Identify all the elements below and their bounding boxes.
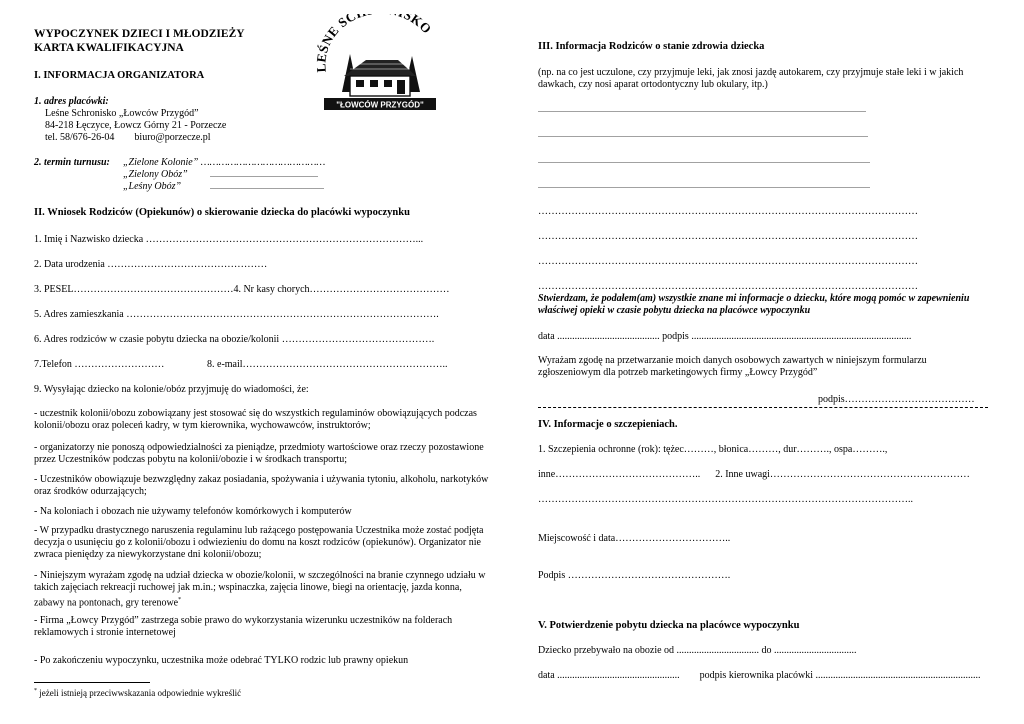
rule-consent-footnote-mark: *: [178, 597, 182, 603]
rule-phones: - Na koloniach i obozach nie używamy telefonów komórkowych i komputerów: [34, 506, 352, 517]
vaccination-line-3: …………………………………………………………………………………………………..: [538, 494, 913, 505]
health-line-8: ……………………………………………………………………………………………………: [538, 281, 918, 292]
section-vaccination-heading: IV. Informacje o szczepieniach.: [538, 419, 678, 430]
rule-consent-activities-text: - Niniejszym wyrażam zgodę na udział dziecka w obozie/kolonii, w szczególności na branie czynnego udziału w takich zajęciach rekreacji ruchowej jak m.in.; wspinaczka, zajęcia linowe, biegi na orientację, jazda konna, zabawy na pontonach, gry terenowe: [34, 570, 486, 609]
footnote: [34, 685, 241, 699]
rule-image-rights: - Firma „Łowcy Przygód” zastrzega sobie prawo do wykorzystania wizerunku uczestników na folderach reklamowych i stronie internetowej: [34, 615, 453, 638]
health-date-signature: data ......................................... podpis ........................................................................................: [538, 331, 912, 342]
section-health-heading: III. Informacja Rodziców o stanie zdrowia dziecka: [538, 41, 765, 52]
address-line-2: 84-218 Łęczyce, Łowcz Górny 21 - Porzecze: [45, 120, 227, 131]
section-organizer-heading: I. INFORMACJA ORGANIZATORA: [34, 70, 205, 81]
child-name-field: 1. Imię i Nazwisko dziecka ………………………………………………………………………...: [34, 234, 424, 245]
term-option-2: „Zielony Obóz”: [123, 169, 188, 180]
footnote-mark: *: [34, 688, 37, 694]
stay-dates-field: Dziecko przebywało na obozie od ................................. do .................................: [538, 645, 857, 656]
acknowledgement-intro: 9. Wysyłając dziecko na kolonie/obóz przyjmuję do wiadomości, że:: [34, 384, 309, 395]
vaccination-line-2: inne…………………………………….. 2. Inne uwagi……………………………………………………: [538, 469, 970, 480]
footnote-text: jeżeli istnieją przeciwwskazania odpowiednie wykreślić: [37, 688, 242, 698]
stay-signature-field: data ................................................. podpis kierownika placówki ..................................................................: [538, 670, 981, 681]
rule-substances: - Uczestników obowiązuje bezwzględny zakaz posiadania, spożywania i używania tytoniu, alkoholu, narkotyków oraz środków odurzających;: [34, 474, 489, 497]
term-option-3: „Leśny Obóz”: [123, 181, 182, 192]
rule-consent-activities: [34, 570, 494, 609]
health-line-3: ......................................................................................................................................................................: [538, 156, 870, 165]
footnote-rule: [34, 682, 150, 683]
form-title-line2: KARTA KWALIFIKACYJNA: [34, 42, 184, 54]
health-description: (np. na co jest uczulone, czy przyjmuje leki, jak znosi jazdę autokarem, czy przyjmuje stałe leki i w jakich dawkach, czy nosi aparat ortodontyczny lub okulary, itp.): [538, 67, 964, 90]
birth-date-field: 2. Data urodzenia …………………………………………: [34, 259, 268, 270]
consent-signature: podpis…………………………………: [818, 394, 975, 405]
address-line-3: tel. 58/676-26-04 biuro@porzecze.pl: [45, 132, 211, 143]
form-title-line1: WYPOCZYNEK DZIECI I MŁODZIEŻY: [34, 28, 245, 40]
company-logo: [314, 14, 444, 114]
address-line-1: Leśne Schronisko „Łowców Przygód”: [45, 108, 199, 119]
health-line-2: .....................................................................................................................................................................: [538, 130, 868, 139]
health-line-6: ……………………………………………………………………………………………………: [538, 231, 918, 242]
vaccination-line-1: 1. Szczepienia ochronne (rok): tężec………, błonica………, dur………., ospa……….,: [538, 444, 888, 455]
rule-regulations: - uczestnik kolonii/obozu zobowiązany jest stosować się do wszystkich regulaminów obowiązujących podczas kolonii/obozu oraz poleceń kadry, w tym kierownika, wychowawców, instruktorów;: [34, 408, 477, 431]
rule-liability: - organizatorzy nie ponoszą odpowiedzialności za pieniądze, przedmioty wartościowe oraz rzeczy pozostawione przez Uczestników podczas pobytu na kolonii/obozie i w środkach transportu;: [34, 442, 484, 465]
email-field: 8. e-mail……………………………………………………..: [207, 359, 448, 370]
health-line-4: ......................................................................................................................................................................: [538, 181, 870, 190]
home-address-field: 5. Adres zamieszkania ………………………………………………………………………………….: [34, 309, 439, 320]
logo-banner-text: "ŁOWCÓW PRZYGÓD": [336, 100, 424, 110]
house-roof: [344, 60, 416, 76]
rule-pickup: - Po zakończeniu wypoczynku, uczestnika może odebrać TYLKO rodzic lub prawny opiekun: [34, 655, 409, 666]
section-stay-heading: V. Potwierdzenie pobytu dziecka na placówce wypoczynku: [538, 620, 800, 631]
parents-address-field: 6. Adres rodziców w czasie pobytu dziecka na obozie/kolonii ……………………………………….: [34, 334, 435, 345]
health-line-5: ……………………………………………………………………………………………………: [538, 206, 918, 217]
house-door: [397, 80, 405, 94]
address-label: 1. adres placówki:: [34, 96, 109, 107]
rule-expulsion: - W przypadku drastycznego naruszenia regulaminu lub rażącego postępowania Uczestnika może zostać podjęta decyzja o usunięciu go z kolonii/obozu i odwiezieniu do domu na koszt rodziców (opiekunów). Organizator nie zwraca pieniędzy za niewykorzystane dni kolonii/obozu;: [34, 525, 484, 560]
health-line-7: ……………………………………………………………………………………………………: [538, 256, 918, 267]
term-option-2-dots: ......................................................: [210, 170, 318, 179]
logo-arc-text: LEŚNE SC SKO: [314, 14, 435, 73]
section-request-heading: II. Wniosek Rodziców (Opiekunów) o skierowanie dziecka do placówki wypoczynku: [34, 207, 410, 218]
pesel-field: 3. PESEL…………………………………………4. Nr kasy chorych……………………………………: [34, 284, 450, 295]
house-window-3: [384, 80, 392, 87]
phone-field: 7.Telefon ………………………: [34, 359, 165, 370]
term-label: 2. termin turnusu:: [34, 157, 110, 168]
health-statement: Stwierdzam, że podałem(am) wszystkie znane mi informacje o dziecku, które mogą pomóc w zapewnieniu właściwej opieki w czasie pobytu dziecka na placówce wypoczynku: [538, 293, 970, 316]
logo-graphic: [314, 14, 444, 114]
house-window-1: [356, 80, 364, 87]
term-option-3-dots: .........................................................: [210, 182, 324, 191]
house-window-2: [370, 80, 378, 87]
section-divider: [538, 407, 988, 408]
signature-field: Podpis ………………………………………….: [538, 570, 731, 581]
health-line-1: ....................................................................................................................................................................: [538, 105, 866, 114]
place-date-field: Miejscowość i data……………………………..: [538, 533, 731, 544]
data-consent: Wyrażam zgodę na przetwarzanie moich danych osobowych zawartych w niniejszym formularzu zgłoszeniowym dla potrzeb marketingowych firmy „Łowcy Przygód”: [538, 355, 927, 378]
term-option-1: „Zielone Kolonie” ……………………………………: [123, 157, 326, 168]
